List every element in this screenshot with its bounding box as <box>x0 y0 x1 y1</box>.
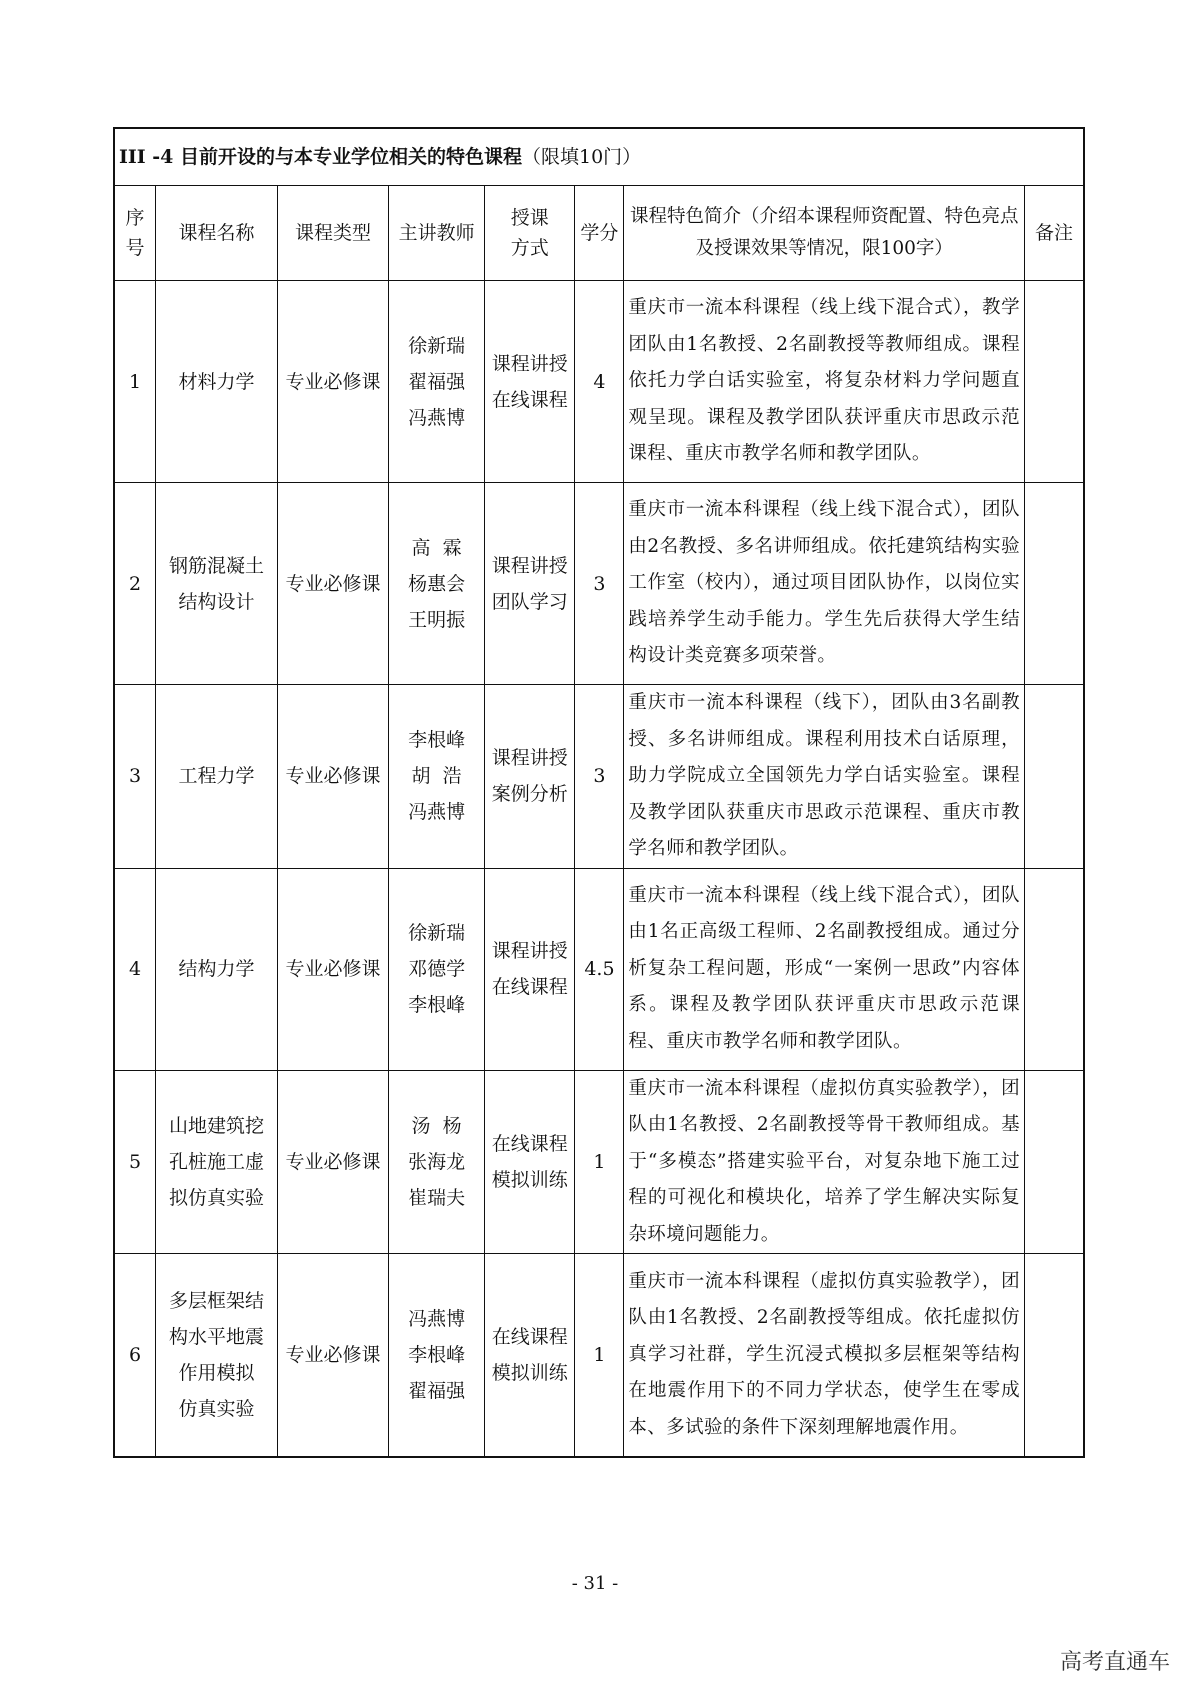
cell-course-type: 专业必修课 <box>277 1070 388 1254</box>
course-name-line-group <box>169 1283 264 1427</box>
teacher-name: 张海龙 <box>408 1150 466 1173</box>
cell-course-name <box>156 868 278 1070</box>
teacher-name: 冯燕博 <box>408 406 466 429</box>
teacher-name: 翟福强 <box>408 370 466 393</box>
cell-teachers <box>389 1254 485 1457</box>
table-row <box>114 1254 1084 1457</box>
method-line-group <box>492 1126 568 1198</box>
table-row <box>114 483 1084 685</box>
teacher-name: 徐新瑞 <box>408 922 466 944</box>
method-line: 课程讲授 <box>491 747 568 770</box>
cell-credit: 3 <box>575 685 624 869</box>
course-name-line: 作用模拟 <box>178 1361 255 1384</box>
cell-credit: 4 <box>575 281 624 483</box>
cell-course-name <box>156 1070 278 1254</box>
cell-credit: 4.5 <box>575 868 624 1070</box>
cell-method <box>484 868 575 1070</box>
teacher-name: 邓德学 <box>408 958 466 980</box>
cell-course-type: 专业必修课 <box>277 1254 388 1457</box>
course-name-line-group <box>169 548 264 620</box>
header-method-line1: 授课 <box>510 207 549 229</box>
header-course-type: 课程类型 <box>277 186 388 281</box>
table-row <box>114 685 1084 869</box>
course-name-line-group <box>169 1108 264 1216</box>
teacher-name: 李根峰 <box>408 994 466 1016</box>
teacher-name-group <box>408 328 465 436</box>
watermark-text: 高考直通车 <box>1059 1650 1170 1675</box>
cell-description: 重庆市一流本科课程（线上线下混合式），团队由2名教授、多名讲师组成。依托建筑结构实验工作室（校内），通过项目团队协作，以岗位实践培养学生动手能力。学生先后获得大学生结构设计类竞赛多项荣誉。 <box>624 483 1025 685</box>
method-line: 团队学习 <box>491 590 568 613</box>
cell-course-type: 专业必修课 <box>277 281 388 483</box>
teacher-name: 王明振 <box>408 608 466 631</box>
teacher-name-group <box>408 1301 465 1409</box>
header-credit: 学分 <box>575 186 624 281</box>
method-line: 在线课程 <box>491 976 568 998</box>
cell-remark <box>1025 868 1084 1070</box>
header-course-name: 课程名称 <box>156 186 278 281</box>
header-no <box>114 186 156 281</box>
teacher-name: 高 霖 <box>411 536 462 559</box>
table-title-note: （限填10门） <box>522 146 642 168</box>
cell-course-name <box>156 281 278 483</box>
course-name-line: 结构设计 <box>178 590 255 613</box>
teacher-name-group <box>408 722 465 830</box>
cell-method <box>484 483 575 685</box>
cell-no: 3 <box>114 685 156 869</box>
course-name-line: 多层框架结 <box>168 1289 264 1312</box>
cell-no: 4 <box>114 868 156 1070</box>
course-name-line: 材料力学 <box>178 370 255 393</box>
cell-course-type: 专业必修课 <box>277 868 388 1070</box>
cell-description: 重庆市一流本科课程（线上线下混合式），团队由1名正高级工程师、2名副教授组成。通过分析复杂工程问题，形成“一案例一思政”内容体系。课程及教学团队获评重庆市思政示范课程、重庆市教学名师和教学团队。 <box>624 868 1025 1070</box>
method-line: 模拟训练 <box>491 1168 568 1191</box>
cell-method <box>484 685 575 869</box>
method-line-group <box>492 548 568 620</box>
course-name-line-group <box>178 364 254 400</box>
cell-no: 5 <box>114 1070 156 1254</box>
method-line-group <box>492 933 568 1005</box>
header-teacher: 主讲教师 <box>389 186 485 281</box>
course-name-line: 孔桩施工虚 <box>168 1150 264 1173</box>
course-name-line: 结构力学 <box>178 958 255 980</box>
course-name-line: 工程力学 <box>178 765 255 788</box>
cell-teachers <box>389 868 485 1070</box>
course-name-line: 仿真实验 <box>178 1397 255 1420</box>
teacher-name: 胡 浩 <box>411 765 462 788</box>
method-line: 案例分析 <box>491 783 568 806</box>
table-title-row <box>114 128 1084 186</box>
table-header-row <box>114 186 1084 281</box>
cell-teachers <box>389 1070 485 1254</box>
course-name-line: 钢筋混凝土 <box>168 554 264 577</box>
teacher-name: 汤 杨 <box>411 1114 462 1137</box>
teacher-name: 崔瑞夫 <box>408 1186 466 1209</box>
cell-credit: 1 <box>575 1254 624 1457</box>
method-line: 在线课程 <box>491 1325 568 1348</box>
course-name-line: 拟仿真实验 <box>168 1186 264 1209</box>
method-line-group <box>492 740 568 812</box>
table-title-text: III -4 目前开设的与本专业学位相关的特色课程 <box>119 146 522 168</box>
cell-no: 6 <box>114 1254 156 1457</box>
method-line: 课程讲授 <box>491 554 568 577</box>
method-line: 模拟训练 <box>491 1361 568 1384</box>
cell-remark <box>1025 685 1084 869</box>
header-no-line1: 序 <box>125 207 145 229</box>
course-name-line-group <box>178 951 254 987</box>
cell-remark <box>1025 1254 1084 1457</box>
cell-description: 重庆市一流本科课程（线上线下混合式），教学团队由1名教授、2名副教授等教师组成。课程依托力学白话实验室，将复杂材料力学问题直观呈现。课程及教学团队获评重庆市思政示范课程、重庆市教学名师和教学团队。 <box>624 281 1025 483</box>
teacher-name: 冯燕博 <box>408 801 466 824</box>
method-line-group <box>492 346 568 418</box>
header-no-line2: 号 <box>125 237 145 259</box>
cell-teachers <box>389 483 485 685</box>
cell-credit: 3 <box>575 483 624 685</box>
teacher-name: 李根峰 <box>408 729 466 752</box>
method-line-group <box>492 1319 568 1391</box>
cell-course-name <box>156 483 278 685</box>
cell-course-type: 专业必修课 <box>277 483 388 685</box>
teacher-name: 李根峰 <box>408 1343 466 1366</box>
teacher-name: 翟福强 <box>408 1379 466 1402</box>
teacher-name: 杨惠会 <box>408 572 466 595</box>
method-line: 课程讲授 <box>491 940 568 962</box>
course-name-line: 山地建筑挖 <box>168 1114 264 1137</box>
header-method-line2: 方式 <box>510 237 549 259</box>
teacher-name-group <box>408 1108 465 1216</box>
course-name-line-group <box>178 758 254 794</box>
cell-credit: 1 <box>575 1070 624 1254</box>
cell-no: 1 <box>114 281 156 483</box>
cell-remark <box>1025 483 1084 685</box>
cell-teachers <box>389 685 485 869</box>
table-title <box>114 128 1084 186</box>
cell-course-name <box>156 685 278 869</box>
header-method <box>484 186 575 281</box>
table-row <box>114 868 1084 1070</box>
cell-method <box>484 281 575 483</box>
cell-method <box>484 1070 575 1254</box>
table-row <box>114 281 1084 483</box>
teacher-name: 徐新瑞 <box>408 334 466 357</box>
cell-description: 重庆市一流本科课程（虚拟仿真实验教学），团队由1名教授、2名副教授等骨干教师组成。基于“多模态”搭建实验平台，对复杂地下施工过程的可视化和模块化，培养了学生解决实际复杂环境问题能力。 <box>624 1070 1025 1254</box>
header-remark: 备注 <box>1025 186 1084 281</box>
method-line: 课程讲授 <box>491 352 568 375</box>
featured-courses-table <box>113 127 1085 1458</box>
cell-remark <box>1025 1070 1084 1254</box>
teacher-name: 冯燕博 <box>408 1307 466 1330</box>
header-description: 课程特色简介（介绍本课程师资配置、特色亮点及授课效果等情况，限100字） <box>624 186 1025 281</box>
page-number: - 31 - <box>571 1573 619 1594</box>
method-line: 在线课程 <box>491 1132 568 1155</box>
cell-no: 2 <box>114 483 156 685</box>
teacher-name-group <box>408 530 465 638</box>
table-row <box>114 1070 1084 1254</box>
cell-remark <box>1025 281 1084 483</box>
cell-course-type: 专业必修课 <box>277 685 388 869</box>
cell-course-name <box>156 1254 278 1457</box>
course-name-line: 构水平地震 <box>168 1325 264 1348</box>
cell-description: 重庆市一流本科课程（线下），团队由3名副教授、多名讲师组成。课程利用技术白话原理，助力学院成立全国领先力学白话实验室。课程及教学团队获重庆市思政示范课程、重庆市教学名师和教学团队。 <box>624 685 1025 869</box>
cell-method <box>484 1254 575 1457</box>
method-line: 在线课程 <box>491 388 568 411</box>
teacher-name-group <box>408 915 465 1023</box>
cell-description: 重庆市一流本科课程（虚拟仿真实验教学），团队由1名教授、2名副教授等组成。依托虚拟仿真学习社群，学生沉浸式模拟多层框架等结构在地震作用下的不同力学状态，使学生在零成本、多试验的条件下深刻理解地震作用。 <box>624 1254 1025 1457</box>
cell-teachers <box>389 281 485 483</box>
